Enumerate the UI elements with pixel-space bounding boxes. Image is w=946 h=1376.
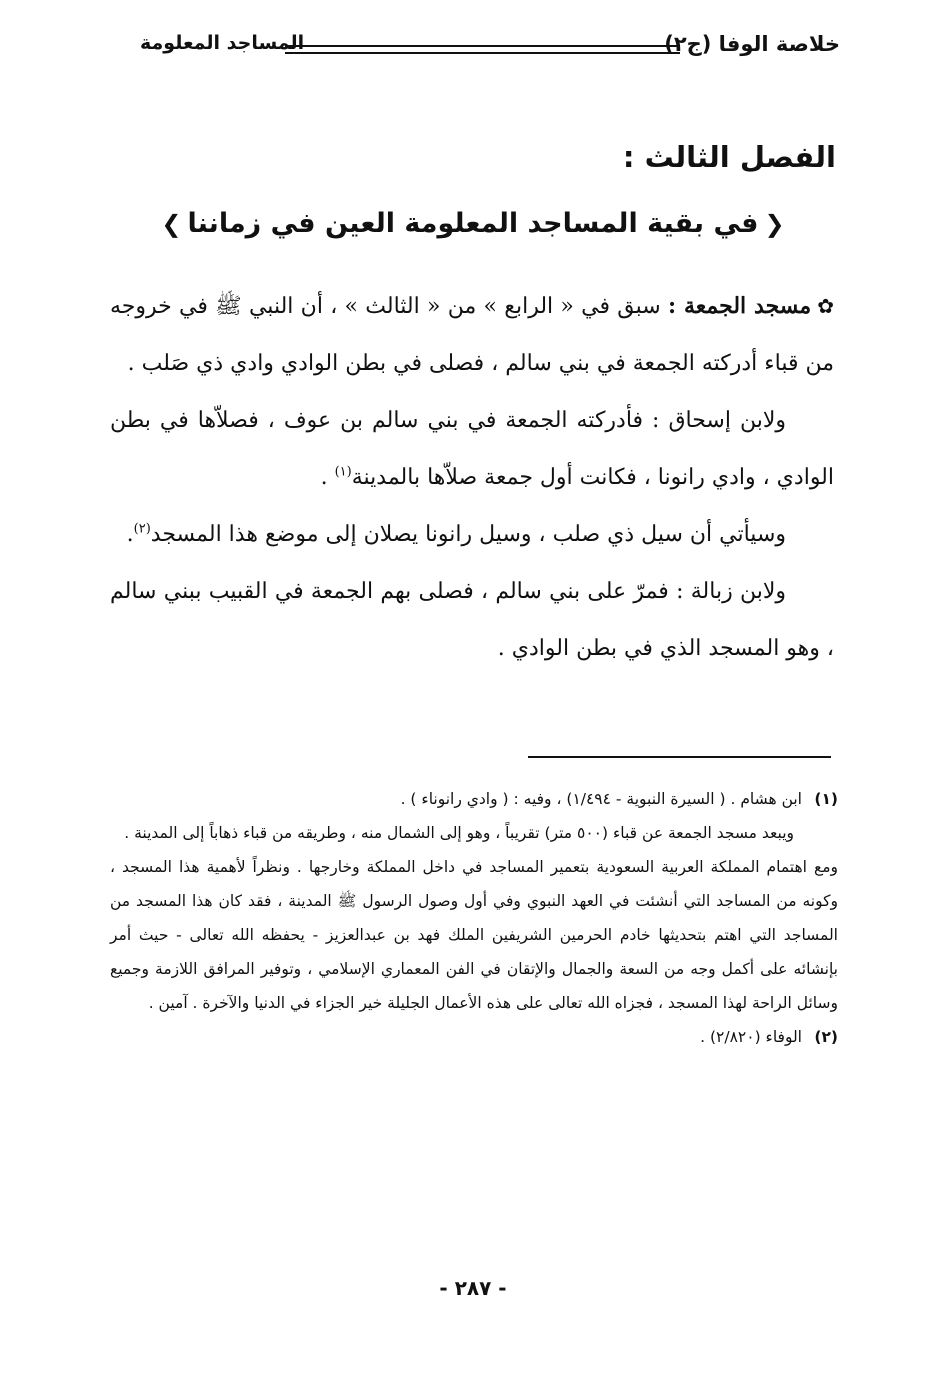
footnote-separator [528,756,831,758]
running-header [140,30,840,70]
section-title: في بقية المساجد المعلومة العين في زماننا [187,208,759,239]
ornament-right-icon: ❮ [764,210,785,238]
paragraph-4-text: ولابن زبالة : فمرّ على بني سالم ، فصلى بهم الجمعة في القبيب ببني سالم ، وهو المسجد الذي في بطن الوادي . [110,579,834,661]
paragraph-3-text: وسيأتي أن سيل ذي صلب ، وسيل رانونا يصلان إلى موضع هذا المسجد [150,522,786,547]
body-text [110,278,834,677]
paragraph-1 [110,278,834,392]
paragraph-2-end: . [320,465,335,490]
header-book-title: خلاصة الوفا (ج٢) [664,32,840,56]
footnotes [110,782,838,1054]
paragraph-2 [110,392,834,506]
paragraph-3 [110,506,834,563]
paragraph-2-text: ولابن إسحاق : فأدركته الجمعة في بني سالم بن عوف ، فصلاّها في بطن الوادي ، وادي رانونا ، فكانت أول جمعة صلاّها بالمدينة [110,408,834,490]
paragraph-4 [110,563,834,677]
header-chapter-title: المساجد المعلومة [140,32,305,54]
footnote-1 [110,782,838,816]
chapter-title: الفصل الثالث : [622,140,836,174]
footnote-2 [110,1020,838,1054]
footnote-1-para2: ويبعد مسجد الجمعة عن قباء (٥٠٠ متر) تقريباً ، وهو إلى الشمال منه ، وطريقه من قباء ذهاباً إلى المدينة . [124,824,794,842]
footnote-1-para3: ومع اهتمام المملكة العربية السعودية بتعمير المساجد في داخل المملكة وخارجها . ونظراً لأهمية هذا المسجد ، وكونه من المساجد التي أنشئت في العهد النبوي وفي أول وصول الرسول ﷺ المدينة ، فقد كان هذا المسجد من المساجد التي اهتم بتحديثها خادم الحرمين الشريفين الملك فهد بن عبدالعزيز - يحفظه الله تعالى - حيث أمر بإنشائه على أكمل وجه من السعة والجمال والإتقان في الفن المعماري الإسلامي ، وتوفير المرافق اللازمة وجميع وسائل الراحة لهذا المسجد ، فجزاه الله تعالى على هذه الأعمال الجليلة خير الجزاء في الدنيا والآخرة . آمين . [110,858,838,1012]
section-heading [0,208,946,239]
footnote-1-line1: ابن هشام . ( السيرة النبوية - ١/٤٩٤) ، وفيه : ( وادي رانوناء ) . [400,790,802,808]
flower-icon: ✿ [817,294,834,318]
term-masjid-al-jumuah: مسجد الجمعة : [667,293,812,319]
footnote-2-text: الوفاء (٢/٨٢٠) . [700,1028,802,1046]
footnote-2-number: (٢) [814,1028,838,1046]
header-rule [285,45,680,54]
footnote-1-number: (١) [814,790,838,808]
paragraph-1-text: سبق في « الرابع » من « الثالث » ، أن النبي ﷺ في خروجه من قباء أدركته الجمعة في بني سالم ، فصلى في بطن الوادي وادي ذي صَلب . [110,294,834,376]
footnote-ref-2[interactable]: (٢) [133,521,151,537]
ornament-left-icon: ❯ [161,210,182,238]
page-number: - ٢٨٧ - [439,1276,507,1300]
footnote-ref-1[interactable]: (١) [334,464,352,480]
paragraph-3-end: . [126,522,134,547]
